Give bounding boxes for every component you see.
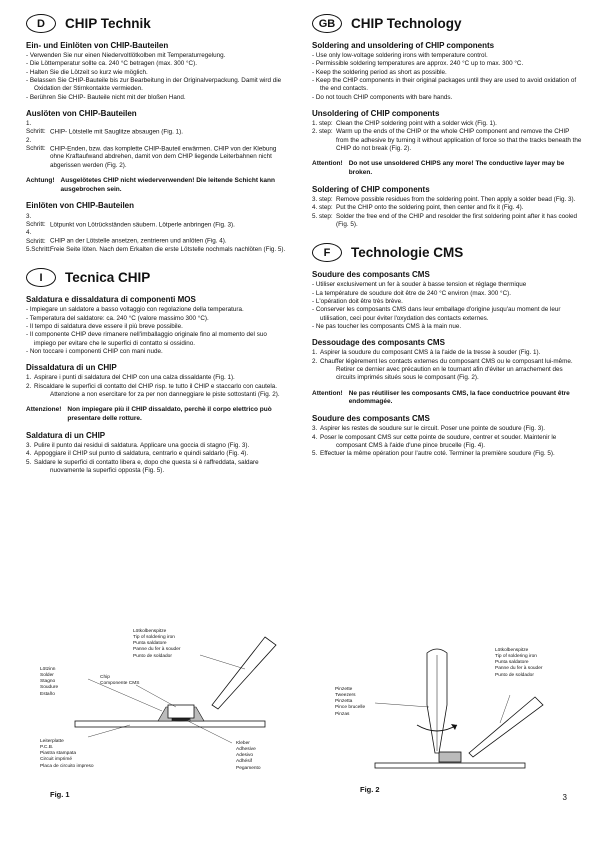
warning-label: Achtung! (26, 176, 55, 184)
list-item: - Utiliser exclusivement un fer à souder à basse tension et réglage thermique (312, 281, 582, 289)
it-section3-steps (26, 442, 288, 475)
step-text: CHIP an der Lötstelle ansetzen, zentrieren und anlöten (Fig. 4). (50, 237, 227, 245)
leader-line (136, 685, 176, 707)
leader-line (200, 655, 245, 669)
it-section1-title: Saldatura e dissaldatura di componenti MOS (26, 295, 196, 305)
list-item: - Verwenden Sie nur einen Niedervoltlötkolben mit Temperaturregelung. (26, 52, 288, 60)
step-number: 1. (312, 349, 318, 357)
de-language-badge: D (26, 14, 56, 33)
step-item (312, 128, 582, 153)
fr-section2-title: Dessoudage des composants CMS (312, 338, 445, 348)
list-item: - Do not touch CHIP components with bare hands. (312, 94, 582, 102)
step-text: Chauffer légèrement les contacts externes du composant CMS ou le composant lui-même. Retirer ce dernier avec précaution en le tournant afin d'éviter un arrachement des circuits imprimés situés sous le composant (Fig. 2). (320, 357, 573, 382)
list-item: - Temperatura del saldatore: ca. 240 °C (valore massimo 300 °C). (26, 315, 288, 323)
list-item: - Il componente CHIP deve rimanere nell'imballaggio originale fino al momento del suo impiego per evitare che le superfici di contatto si ossidino. (26, 331, 288, 348)
leader-line (375, 703, 429, 707)
label-line: Punta saldatore (133, 641, 167, 647)
step-item (26, 213, 288, 230)
list-item: - Permissible soldering temperatures are approx. 240 °C up to max. 300 °C. (312, 60, 582, 68)
step-item (312, 358, 582, 383)
label-line: Panne du fer à souder (133, 647, 181, 653)
step-item (312, 349, 582, 357)
de-section3-title: Einlöten von CHIP-Bauteilen (26, 201, 135, 211)
gb-section3-title: Soldering of CHIP components (312, 184, 430, 194)
step-text: CHIP-Enden, bzw. das komplette CHIP-Bauteil erwärmen. CHIP von der Klebung ohne Kraftaufwand abdrehen, damit von dem CHIP liegende Leiterbahnen nicht abgerissen werden (Fig. 2). (50, 145, 277, 169)
fr-language-badge: F (312, 243, 342, 262)
step-text: Aspirer la soudure du composant CMS à la l'aide de la tresse à souder (Fig. 1). (320, 349, 541, 357)
label-line: Adesivo (236, 753, 254, 759)
fr-section1-title: Soudure des composants CMS (312, 270, 430, 280)
label-line: Tweezers (335, 693, 356, 699)
warning-label: Attention! (312, 389, 343, 397)
pcb-labels (40, 739, 94, 770)
step-number: 2. (26, 382, 32, 390)
label-line: Punto de soldador (495, 672, 534, 678)
step-number: 2. step: (312, 128, 333, 136)
list-item: - Ne pas toucher les composants CMS à la main nue. (312, 323, 582, 331)
label-line: Kleber (236, 741, 250, 746)
step-number: 5. (26, 458, 32, 466)
label-line: Punto de soldador (133, 653, 172, 659)
step-text: Lötpunkt von Lötrückständen säubern. Lötperle anbringen (Fig. 3). (50, 220, 235, 228)
step-text: Warm up the ends of the CHIP or the whole CHIP component and remove the CHIP from the adhesive by turning it without application of force so that the tracks beneath the CHIP do not break (Fig. 2). (336, 128, 582, 153)
step-item (312, 434, 582, 451)
step-item (26, 459, 288, 476)
label-line: Leiterplatte (40, 739, 64, 744)
step-item (26, 229, 288, 246)
step-text: Appoggiare il CHIP sul punto di saldatura, centrarlo e quindi saldarlo (Fig. 4). (34, 450, 249, 458)
step-number: 4. (312, 433, 318, 441)
leader-line (500, 695, 510, 723)
label-line: Soudure (40, 685, 59, 691)
gb-language-badge: GB (312, 14, 342, 33)
list-item: - Conserver les composants CMS dans leur emballage d'origine jusqu'au moment de leur utilisation, ceci pour éviter l'oxydation des contacts externes. (312, 306, 582, 323)
step-number: 1. step: (312, 120, 333, 128)
gb-section2-title: Unsoldering of CHIP components (312, 108, 440, 118)
label-line: Adhésif (236, 759, 252, 765)
label-line: Estaño (40, 691, 55, 697)
right-column (312, 14, 582, 459)
figure-2 (335, 645, 565, 800)
step-item (312, 450, 582, 458)
label-line: Lötkolbenspitze (495, 648, 529, 653)
it-title: Tecnica CHIP (65, 270, 151, 286)
gb-title: CHIP Technology (351, 16, 462, 31)
it-header (26, 268, 288, 287)
de-section2-title: Auslöten von CHIP-Bauteilen (26, 108, 137, 118)
label-line: Panne du fer à souder (495, 666, 543, 672)
figure-1 (40, 625, 300, 803)
step-text: Effectuer la même opération pour l'autre coté. Terminer la première soudure (Fig. 5). (320, 450, 555, 458)
list-item: - Halten Sie die Lötzeit so kurz wie möglich. (26, 69, 288, 77)
it-section2-steps (26, 374, 288, 399)
label-line: Piastra stampata (40, 751, 76, 757)
label-line: Solder (40, 673, 54, 679)
de-section1-list (26, 52, 288, 102)
page-number: 3 (562, 793, 567, 802)
step-text: Pulire il punto dai residui di saldatura. Applicare una goccia di stagno (Fig. 3). (34, 441, 250, 449)
step-number: 3. step: (312, 196, 333, 204)
fr-header (312, 243, 582, 262)
label-line: Tip of soldering iron (495, 654, 537, 660)
fr-warning (312, 390, 582, 408)
de-header (26, 14, 288, 33)
step-text: Aspirer les restes de soudure sur le circuit. Poser une pointe de soudure (Fig. 3). (320, 425, 546, 433)
label-line: Pinzetta (335, 699, 353, 705)
list-item: - Il tempo di saldatura deve essere il più breve possibile. (26, 323, 288, 331)
step-item (26, 120, 288, 137)
warning-text: Non impiegare più il CHIP dissaldato, perchè il corpo elettrico può presentare delle rotture. (67, 406, 272, 422)
label-line: Placa de circuito impreso (40, 763, 94, 769)
step-number: 4. Schritt: (26, 229, 46, 245)
step-number: 4. (26, 450, 32, 458)
label-line: Chip (100, 675, 110, 680)
gb-section1-title: Soldering and unsoldering of CHIP components (312, 41, 495, 50)
de-section1-title: Ein- und Einlöten von CHIP-Bauteilen (26, 41, 169, 50)
warning-label: Attention! (312, 160, 343, 168)
fr-section3-title: Soudure des composants CMS (312, 414, 430, 424)
step-text: Riscaldare le superfici di contatto del CHIP risp. te tutto il CHIP e staccarlo con cautela. Attenzione a non esercitare for za per non danneggiare le piste sottostanti (Fig. 2). (34, 382, 280, 398)
step-item (26, 450, 288, 458)
step-item (26, 374, 288, 382)
label-line: Adhesive (236, 747, 256, 753)
gb-section3-steps (312, 196, 582, 229)
gb-section1-list (312, 52, 582, 102)
step-item (312, 196, 582, 204)
label-line: P.C.B. (40, 745, 54, 751)
label-line: Stagno (40, 679, 56, 685)
step-number: 2. Schritt: (26, 136, 46, 153)
fr-section3-steps (312, 425, 582, 458)
step-item (312, 425, 582, 433)
list-item: - Die Löttemperatur sollte ca. 240 °C betragen (max. 300 °C). (26, 60, 288, 68)
de-section3-steps (26, 213, 288, 254)
gb-warning (312, 160, 582, 178)
chip-body (439, 752, 461, 762)
step-text: Clean the CHIP soldering point with a solder wick (Fig. 1). (336, 120, 497, 128)
warning-text: Do not use unsoldered CHIPS any more! The conductive layer may be broken. (348, 160, 565, 177)
list-item: - Keep the soldering period as short as possible. (312, 69, 582, 77)
step-number: 2. (312, 357, 318, 365)
step-text: Solder the free end of the CHIP and resolder the first soldering point after it has cooled (Fig. 5). (336, 212, 578, 228)
chip-labels (100, 675, 139, 687)
step-number: 5.Schritt: (26, 245, 51, 253)
label-line: Pegamento (236, 765, 261, 771)
pcb-board (75, 721, 265, 727)
fr-section2-steps (312, 349, 582, 382)
step-text: CHIP- Lötstelle mit Sauglitze absaugen (Fig. 1). (50, 128, 183, 136)
figure-1-caption: Fig. 1 (50, 790, 70, 799)
step-item (312, 213, 582, 230)
gb-header (312, 14, 582, 33)
list-item: - L'opération doit être très brève. (312, 298, 582, 306)
de-warning (26, 177, 288, 195)
tweezer-labels (335, 687, 365, 718)
it-warning (26, 406, 288, 424)
step-text: Aspirare i punti di saldatura del CHIP con una calza dissaldante (Fig. 1). (34, 374, 235, 382)
it-section2-title: Dissaldatura di un CHIP (26, 363, 117, 373)
soldering-iron-tip (212, 637, 276, 709)
step-text: Remove possible residues from the soldering point. Then apply a solder bead (Fig. 3). (336, 196, 576, 204)
list-item: - Use only low-voltage soldering irons with temperature control. (312, 52, 582, 60)
step-text: Saldare le superfici di contatto libera e, dopo che questa si è raffreddata, saldare nuovamente la superfici opposta (Fig. 5). (34, 458, 259, 474)
step-item (26, 246, 288, 254)
label-line: Lötzinn (40, 667, 56, 672)
label-line: Pinzette (335, 687, 353, 692)
label-line: Pince brucelle (335, 705, 366, 711)
step-text: Freie Seite löten. Nach dem Erkalten die erste Lötstelle nochmals nachlöten (Fig. 5). (50, 245, 286, 253)
warning-text: Ausgelötetes CHIP nicht wiederverwenden! Die leitende Schicht kann ausgebrochen sein. (60, 176, 275, 193)
label-line: Pinzas (335, 711, 350, 717)
list-item: - Non toccare i componenti CHIP con mani nude. (26, 348, 288, 356)
fr-title: Technologie CMS (351, 245, 464, 261)
it-section1-list (26, 306, 288, 356)
list-item: - Belassen Sie CHIP-Bauteile bis zur Bearbeitung in der Originalverpackung. Damit wird die Oxidation der Stirnkontakte vermieden. (26, 77, 288, 94)
de-section2-steps (26, 120, 288, 170)
list-item: - La température de soudure doit être de 240 °C environ (max. 300 °C). (312, 290, 582, 298)
arrow-head (451, 724, 457, 730)
step-item (312, 204, 582, 212)
it-section3-title: Saldatura di un CHIP (26, 430, 106, 440)
label-line: Tip of soldering iron (133, 635, 175, 641)
step-item (26, 383, 288, 400)
adhesive-labels (236, 741, 261, 772)
warning-text: Ne pas réutiliser les composants CMS, la face conductrice pouvant être endommagée. (348, 389, 570, 406)
chip-body (168, 705, 194, 718)
step-text: Put the CHIP onto the soldering point, then center and fix it (Fig. 4). (336, 204, 524, 212)
step-number: 1. (26, 374, 32, 382)
warning-label: Attenzione! (26, 406, 62, 414)
label-line: Punta saldatore (495, 660, 529, 666)
step-number: 3. Schritt: (26, 212, 46, 228)
step-number: 3. (26, 441, 32, 449)
list-item: - Keep the CHIP components in their original packages until they are used to avoid oxidation of the end contacts. (312, 77, 582, 94)
left-column (26, 14, 288, 475)
it-language-badge: I (26, 268, 56, 287)
pcb-board (375, 763, 525, 768)
gb-section2-steps (312, 120, 582, 153)
fr-section1-list (312, 281, 582, 331)
tip-labels (133, 629, 180, 660)
step-item (26, 442, 288, 450)
step-number: 5. step: (312, 212, 333, 220)
list-item: - Impiegare un saldatore a basso voltaggio con regolazione della temperatura. (26, 306, 288, 314)
step-item (26, 137, 288, 170)
de-title: CHIP Technik (65, 16, 151, 31)
label-line: Lötkolbenspitze (133, 629, 167, 634)
step-number: 1. Schritt: (26, 120, 46, 136)
step-number: 3. (312, 425, 318, 433)
step-number: 5. (312, 450, 318, 458)
figure-2-caption: Fig. 2 (360, 785, 380, 794)
tip-labels (495, 648, 542, 679)
label-line: Componente CMS (100, 681, 140, 687)
step-text: Poser le composant CMS sur cette pointe de soudure, centrer et souder. Maintenir le composant CMS à l'aide d'une pince brucelle (Fig. 4). (320, 433, 557, 449)
step-number: 4. step: (312, 204, 333, 212)
step-item (312, 120, 582, 128)
label-line: Circuit imprimé (40, 757, 72, 763)
solder-labels (40, 667, 58, 698)
list-item: - Berühren Sie CHIP- Bauteile nicht mit der bloßen Hand. (26, 94, 288, 102)
